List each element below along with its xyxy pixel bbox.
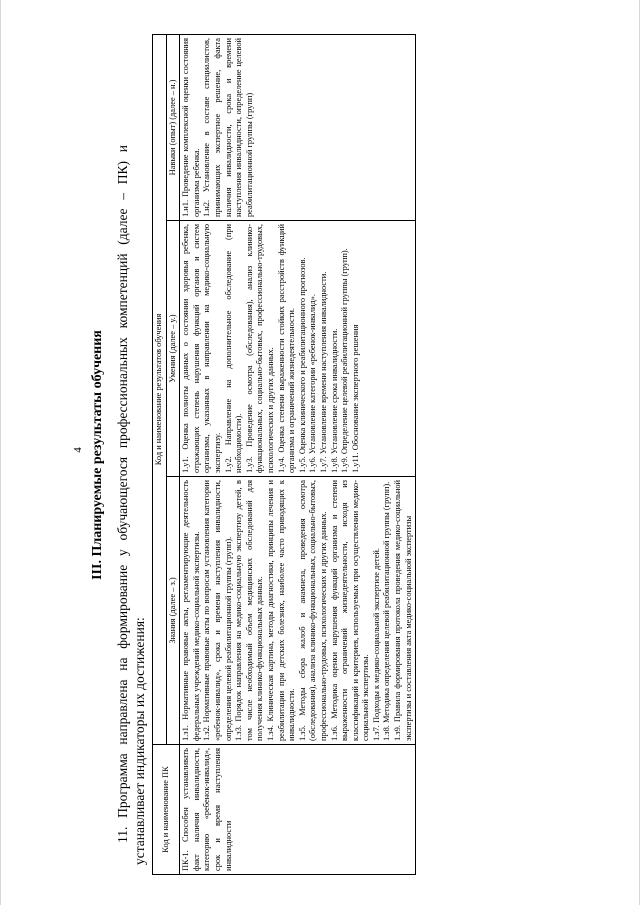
skill-item: 1.у5. Оценка клинического и реабилитационного прогнозов. bbox=[297, 257, 307, 473]
skill-item: 1.у8. Установление срока инвалидности. bbox=[329, 328, 339, 473]
knowledge-item: 1.з8. Методика определения целевой реабилитационной группы (групп). bbox=[382, 481, 392, 741]
skill-item: 1.у2. Направление на дополнительное обследование (при необходимости). bbox=[223, 224, 244, 473]
skill-item: 1.у4. Оценка степени выраженности стойких расстройств функций организма и ограничений жизнедеятельности. bbox=[276, 224, 297, 473]
table-row bbox=[180, 34, 416, 874]
header-code: Код и наименование ПК bbox=[153, 745, 180, 875]
knowledge-item: 1.з9. Правила формирования протокола проведения медико-социальной экспертизы и составления акта медико-социальной экспертизы bbox=[393, 480, 413, 741]
knowledge-item: 1.з4. Клиническая картина, методы диагностики, принципы лечения и реабилитации при детских болезнях, наиболее часто приводящих к инвалидности. bbox=[265, 480, 297, 741]
abilities-cell bbox=[180, 34, 416, 220]
skill-item: 1.у1. Оценка полноты данных о состоянии здоровья ребенка, отражающих степень нарушения функций органов и систем организма, указанных в направлении на медико-социальную экспертизу. bbox=[181, 224, 222, 473]
knowledge-item: 1.з3. Порядок направления на медико-социальную экспертизу детей, в том числе необходимый объем медицинских обследований для получения клинико-функциональных данных. bbox=[234, 480, 265, 741]
skill-item: 1.у11. Обоснование экспертного решения bbox=[350, 324, 360, 473]
knowledge-item: 1.з6. Методика оценки нарушения функций организма и степени выраженности ограничений жизнедеятельности, исходя из классификаций и критериев, используемых при осуществлении медико-социальной экспертизы. bbox=[329, 480, 371, 741]
header-skills: Умения (далее – у.) bbox=[166, 221, 180, 477]
ability-item: 1.н1. Проведение комплексной оценки состояния организма ребенка. bbox=[181, 37, 201, 217]
knowledge-cell bbox=[180, 477, 416, 745]
knowledge-item: 1.з5. Методы сбора жалоб и анамнеза, проведения осмотра (обследования), анализа клинико-функциональных, социально-бытовых, профессионально-трудовых, психологических и других данных. bbox=[297, 480, 328, 741]
header-abilities: Навыки (опыт) (далее – н.) bbox=[166, 34, 180, 220]
ability-item: 1.н2. Установление в составе специалистов, принимающих экспертное решение, факта наличия инвалидности, срока и времени наступления инвалидности, определение целевой реабилитационной группы (групп) bbox=[202, 37, 254, 217]
skill-item: 1.у3. Проведение осмотра (обследования), анализ клинико-функциональных, социально-бытовых, профессионально-трудовых, психологических и других данных. bbox=[244, 224, 275, 473]
skill-item: 1.у7. Установление времени наступления инвалидности. bbox=[318, 271, 328, 473]
pk-cell: ПК-1. Способен устанавливать факт наличия инвалидности, категорию «ребенок-инвалид», срок и время наступления инвалидности bbox=[180, 745, 416, 875]
knowledge-item: 1.з7. Подходы к медико-социальной экспертизе детей. bbox=[371, 548, 381, 741]
skill-item: 1.у9. Определение целевой реабилитационной группы (групп). bbox=[340, 248, 350, 473]
page-number: 4 bbox=[72, 447, 84, 453]
competency-table bbox=[152, 34, 416, 875]
skill-item: 1.у6. Установление категории «ребенок-инвалид». bbox=[308, 294, 318, 473]
intro-text: 11. Программа направлена на формирование у обучающегося профессиональных компетенций (далее – ПК) и устанавливает индикаторы их достижения: bbox=[115, 145, 147, 865]
section-title: III. Планируемые результаты обучения bbox=[90, 330, 105, 580]
knowledge-item: 1.з2. Нормативные правовые акты по вопросам установления категории «ребенок-инвалид», срока и времени наступления инвалидности, определения целевой реабилитационной группы (групп). bbox=[202, 480, 233, 741]
skills-cell bbox=[180, 221, 416, 477]
intro-paragraph bbox=[114, 145, 148, 865]
header-knowledge: Знания (далее – з.) bbox=[166, 477, 180, 745]
knowledge-item: 1.з1. Нормативные правовые акты, регламентирующие деятельность федеральных учреждений медико-социальной экспертизы. bbox=[181, 480, 201, 741]
header-results: Код и наименование результатов обучения bbox=[153, 34, 167, 744]
